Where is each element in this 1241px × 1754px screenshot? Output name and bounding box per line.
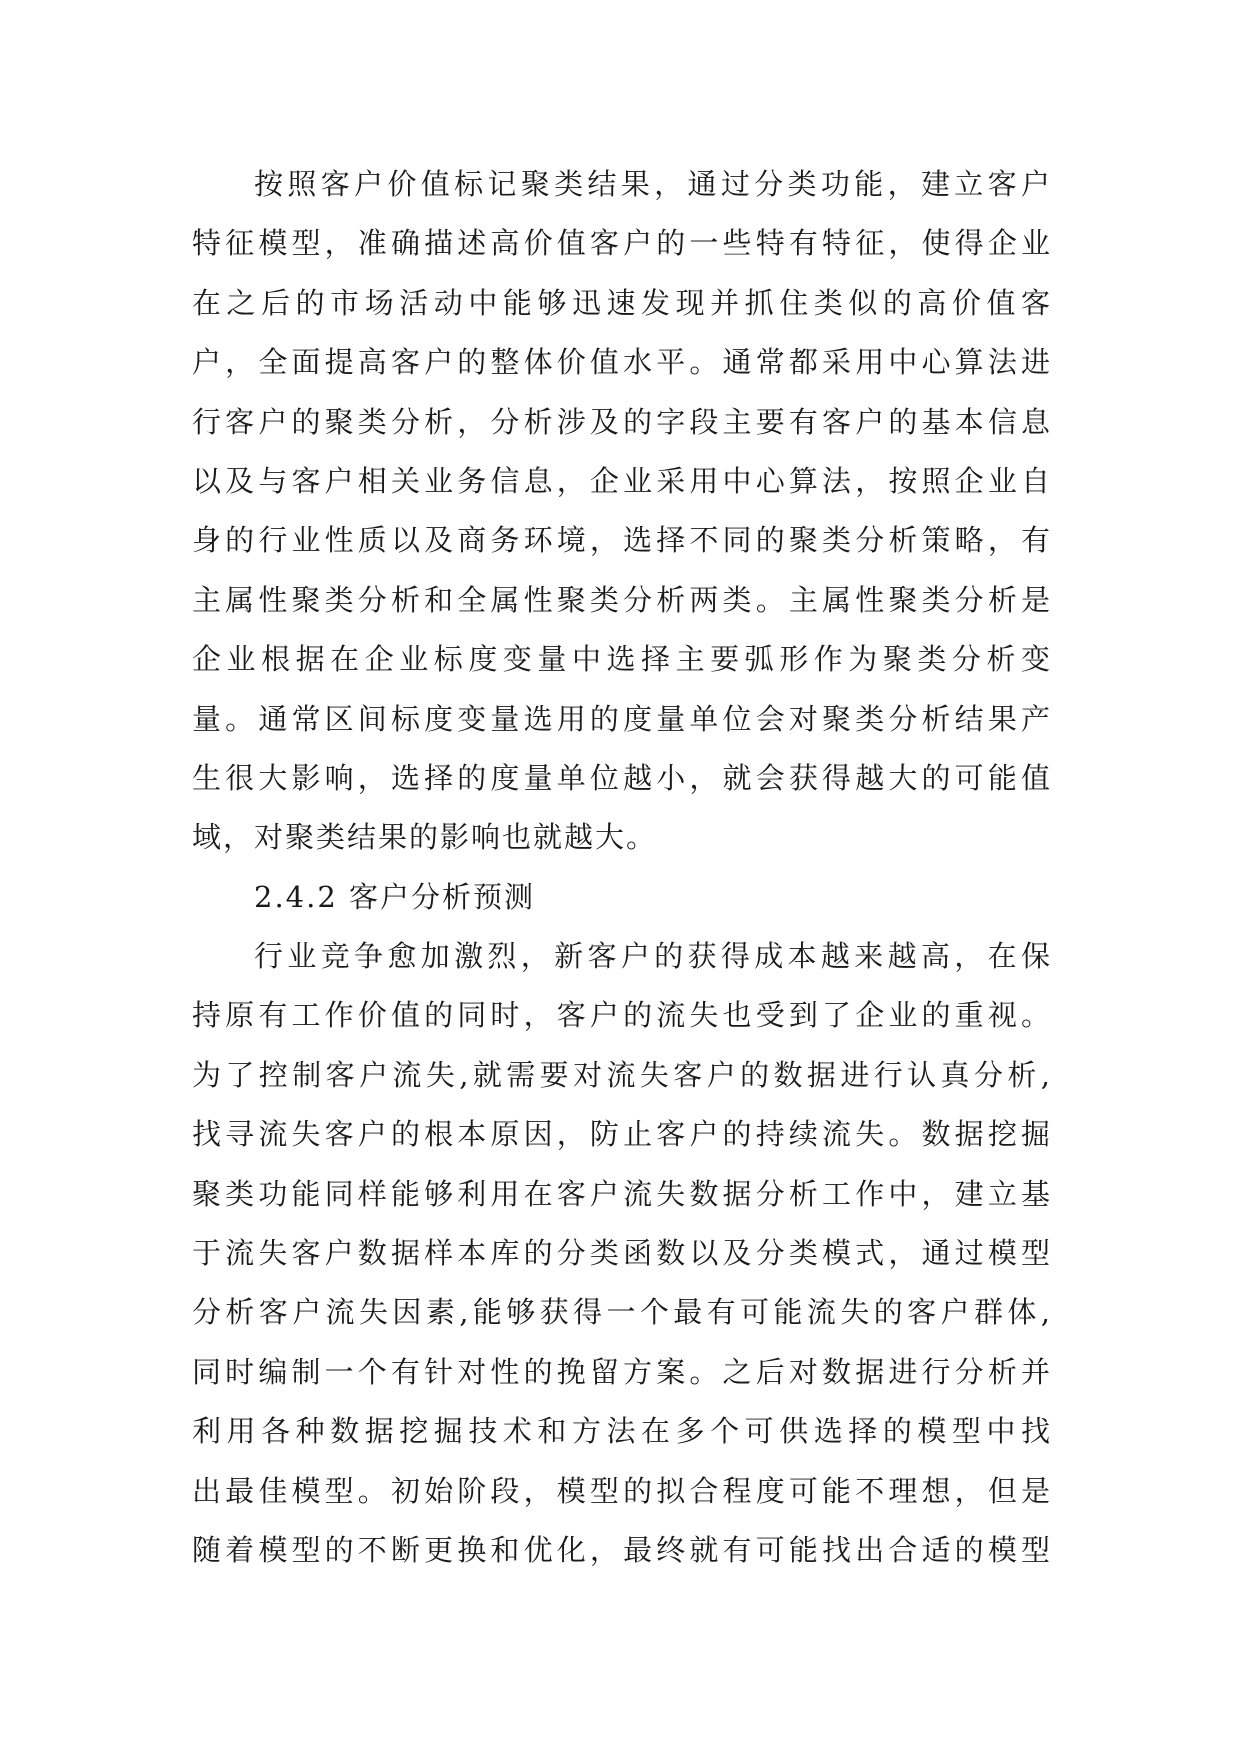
text-line: 同时编制一个有针对性的挽留方案。之后对数据进行分析并 bbox=[192, 1354, 1052, 1389]
text-line: 为了控制客户流失,就需要对流失客户的数据进行认真分析, bbox=[192, 1057, 1052, 1092]
text-line: 于流失客户数据样本库的分类函数以及分类模式，通过模型 bbox=[192, 1236, 1052, 1271]
text-line: 利用各种数据挖掘技术和方法在多个可供选择的模型中找 bbox=[192, 1414, 1052, 1449]
text-line: 分析客户流失因素,能够获得一个最有可能流失的客户群体, bbox=[192, 1295, 1052, 1330]
paragraph-customer-analysis-prediction bbox=[192, 927, 1052, 1580]
text-line: 生很大影响，选择的度量单位越小，就会获得越大的可能值 bbox=[192, 760, 1052, 795]
section-heading: 2.4.2 客户分析预测 bbox=[254, 879, 536, 914]
text-line: 企业根据在企业标度变量中选择主要弧形作为聚类分析变 bbox=[192, 642, 1052, 677]
text-line: 按照客户价值标记聚类结果，通过分类功能，建立客户 bbox=[254, 167, 1052, 201]
document-page bbox=[192, 155, 1052, 1580]
text-line: 找寻流失客户的根本原因，防止客户的持续流失。数据挖掘 bbox=[192, 1117, 1052, 1152]
text-line: 身的行业性质以及商务环境，选择不同的聚类分析策略，有 bbox=[192, 523, 1052, 558]
text-line: 持原有工作价值的同时，客户的流失也受到了企业的重视。 bbox=[192, 998, 1052, 1033]
text-line: 行业竞争愈加激烈，新客户的获得成本越来越高，在保 bbox=[254, 939, 1052, 974]
text-line: 域，对聚类结果的影响也就越大。 bbox=[192, 820, 658, 855]
text-line: 量。通常区间标度变量选用的度量单位会对聚类分析结果产 bbox=[192, 701, 1052, 736]
text-line: 聚类功能同样能够利用在客户流失数据分析工作中，建立基 bbox=[192, 1176, 1052, 1211]
text-line: 在之后的市场活动中能够迅速发现并抓住类似的高价值客 bbox=[192, 285, 1052, 320]
text-line: 特征模型，准确描述高价值客户的一些特有特征，使得企业 bbox=[192, 226, 1052, 261]
text-line: 出最佳模型。初始阶段，模型的拟合程度可能不理想，但是 bbox=[192, 1473, 1052, 1508]
text-line: 户，全面提高客户的整体价值水平。通常都采用中心算法进 bbox=[192, 345, 1052, 380]
text-line: 以及与客户相关业务信息，企业采用中心算法，按照企业自 bbox=[192, 463, 1052, 498]
text-line: 行客户的聚类分析，分析涉及的字段主要有客户的基本信息 bbox=[192, 404, 1052, 439]
text-line: 随着模型的不断更换和优化，最终就有可能找出合适的模型 bbox=[192, 1532, 1052, 1567]
paragraph-customer-value-clustering bbox=[192, 155, 1052, 868]
text-line: 主属性聚类分析和全属性聚类分析两类。主属性聚类分析是 bbox=[192, 582, 1052, 617]
